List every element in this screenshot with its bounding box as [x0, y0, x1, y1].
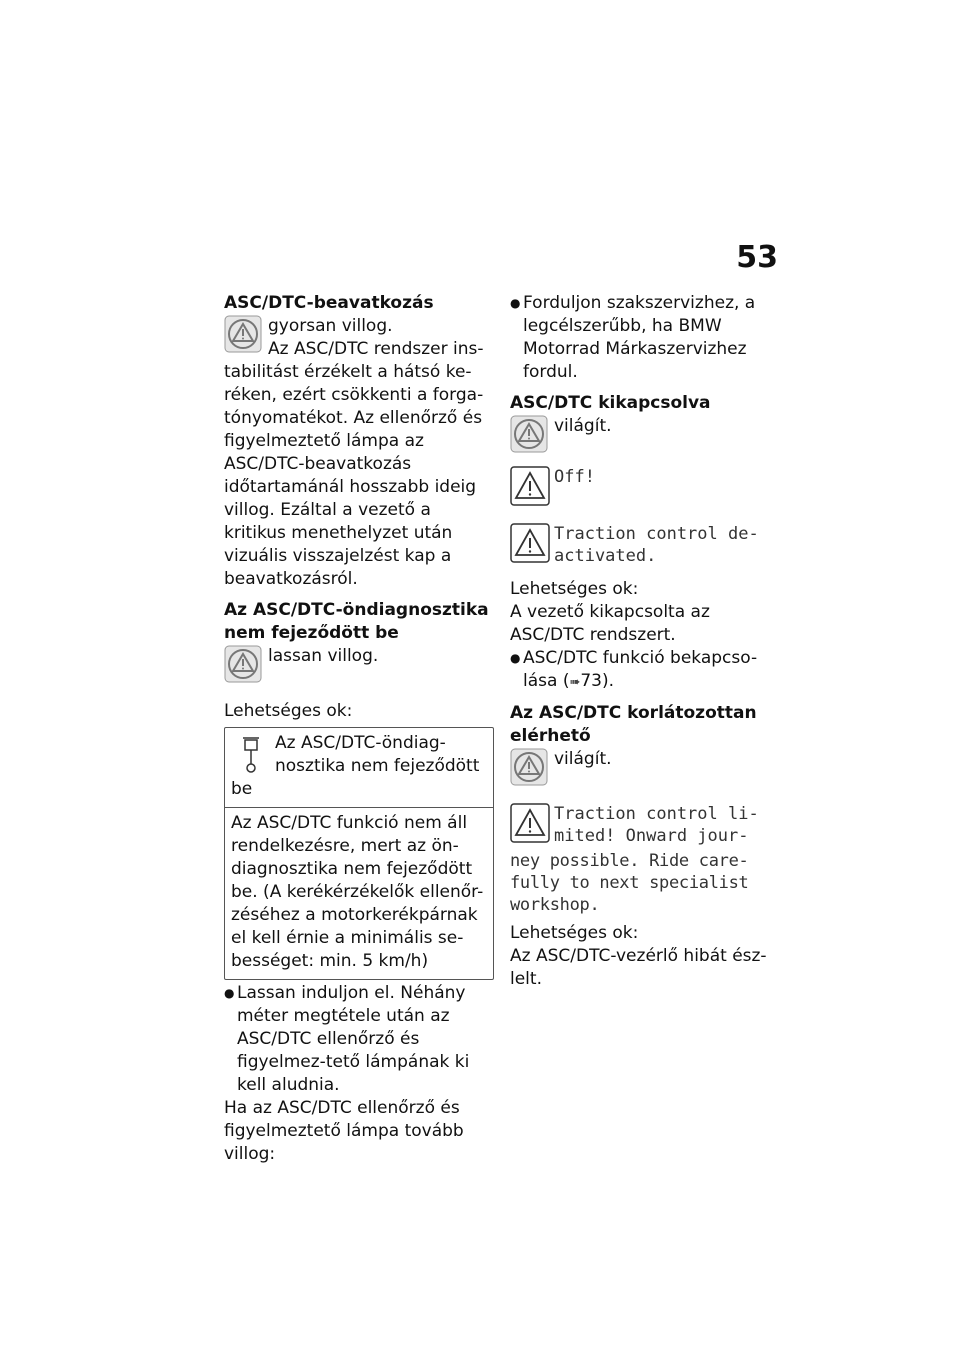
display-message-line: Traction control de-: [554, 524, 759, 544]
display-message-line: mited! Onward jour-: [554, 826, 749, 846]
warning-triangle-icon: [510, 466, 554, 513]
left-column: [224, 292, 494, 1166]
bullet-text: Forduljon szakszervizhez, a legcélszerűbb, ha BMW Motorrad Márkaszervizhez fordul.: [523, 293, 756, 382]
asc-dtc-warning-lamp-icon: [510, 415, 554, 460]
page-reference-arrow-icon[interactable]: ➠: [569, 675, 581, 690]
display-message-row: [510, 803, 780, 850]
section-title-self-diagnosis: Az ASC/DTC-öndiagnosztika nem fejeződött be: [224, 600, 489, 643]
status-text: világít.: [554, 416, 612, 436]
display-message-line: Traction control li-: [554, 804, 759, 824]
status-row: [224, 645, 494, 690]
bullet-icon: ●: [224, 986, 235, 1000]
wrench-icon: [231, 732, 271, 776]
causes-label: Lehetséges ok:: [224, 701, 353, 721]
bullet-icon: ●: [510, 296, 521, 310]
status-text: lassan villog.: [268, 646, 379, 666]
display-message-row: [510, 523, 780, 570]
body-text: Ha az ASC/DTC ellenőrző és figyelmeztető lámpa tovább villog:: [224, 1098, 464, 1164]
display-message-line: activated.: [554, 546, 657, 566]
cause-text: Az ASC/DTC-vezérlő hibát ész-lelt.: [510, 946, 767, 989]
page-reference-number[interactable]: 73: [580, 671, 602, 691]
asc-dtc-warning-lamp-icon: [510, 748, 554, 793]
causes-label: Lehetséges ok:: [510, 923, 639, 943]
status-row: [224, 315, 494, 361]
status-text: világít.: [554, 749, 612, 769]
bullet-text: Lassan induljon el. Néhány méter megtétele után az ASC/DTC ellenőrző és figyelmez-tető lámpának ki kell aludnia.: [237, 983, 470, 1095]
warning-triangle-icon: [510, 523, 554, 570]
display-message: Off!: [554, 467, 595, 487]
list-item: [224, 982, 494, 1097]
list-item: [510, 292, 780, 384]
status-text: gyorsan villog.: [268, 316, 393, 336]
body-text: tabilitást érzékelt a hátsó ke-réken, ezért csökkenti a forga-tónyomatékot. Az ellenőrző és figyelmeztető lámpa az ASC/DTC-beavatkozás időtartamánál hosszabb ideig villog. Ezáltal a vezető a kritikus menethelyzet után vizuális visszajelzést kap a beavatkozásról.: [224, 362, 484, 589]
info-box: [224, 727, 494, 980]
list-item: [510, 647, 780, 694]
bullet-text-part: ).: [602, 671, 615, 691]
asc-dtc-warning-lamp-icon: [224, 645, 268, 690]
page-number: 53: [736, 240, 778, 275]
cause-text: A vezető kikapcsolta az ASC/DTC rendszert.: [510, 602, 710, 645]
info-box-title: Az ASC/DTC-öndiag-nosztika nem fejeződött be: [231, 733, 480, 799]
bullet-text: [523, 647, 780, 694]
info-box-body: Az ASC/DTC funkció nem áll rendelkezésre, mert az ön-diagnosztika nem fejeződött be. (A kerékérzékelők ellenőr-zéséhez a motorkerékpárnak el kell érnie a minimális se-bességet: min. 5 km/h): [231, 813, 484, 971]
section-title-asc-dtc-intervention: ASC/DTC-beavatkozás: [224, 293, 434, 313]
bullet-text-part: ASC/DTC funkció bekapcso-lása (: [523, 648, 758, 691]
body-text-first-line: Az ASC/DTC rendszer ins-: [268, 339, 484, 359]
warning-triangle-icon: [510, 803, 554, 850]
causes-label: Lehetséges ok:: [510, 579, 639, 599]
right-column: [510, 292, 780, 991]
bullet-icon: ●: [510, 651, 521, 665]
info-box-header: [225, 728, 493, 808]
display-message-continued: ney possible. Ride care-fully to next specialist workshop.: [510, 851, 749, 915]
section-title-asc-dtc-off: ASC/DTC kikapcsolva: [510, 393, 711, 413]
status-row: [510, 415, 780, 460]
asc-dtc-warning-lamp-icon: [224, 315, 268, 360]
section-title-limited: Az ASC/DTC korlátozottan elérhető: [510, 703, 757, 746]
display-message-row: [510, 466, 780, 513]
status-row: [510, 748, 780, 793]
